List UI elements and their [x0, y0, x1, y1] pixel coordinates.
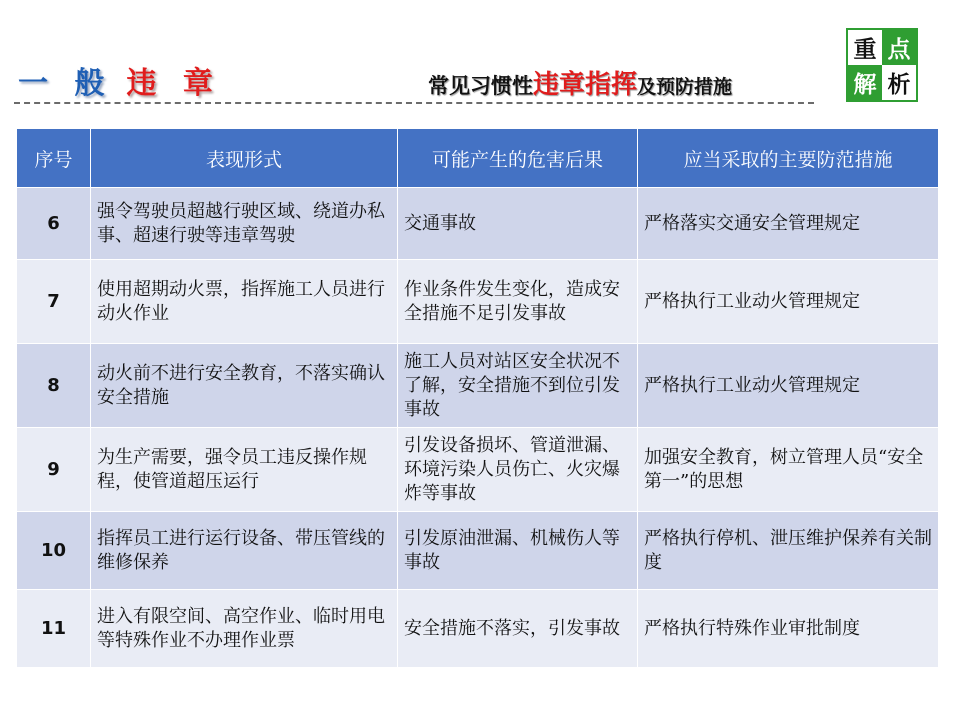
badge-char: 析: [882, 65, 916, 100]
title-part-general: 一 般: [18, 66, 113, 101]
row-measure: 严格执行停机、泄压维护保养有关制度: [638, 512, 939, 590]
row-number: 11: [17, 590, 91, 668]
title-part-violation: 违 章: [126, 66, 221, 101]
row-number: 6: [17, 188, 91, 260]
row-form: 进入有限空间、高空作业、临时用电等特殊作业不办理作业票: [91, 590, 398, 668]
row-number: 10: [17, 512, 91, 590]
row-harm: 交通事故: [398, 188, 638, 260]
badge-char: 解: [848, 65, 882, 100]
row-harm: 引发设备损坏、管道泄漏、环境污染人员伤亡、火灾爆炸等事故: [398, 428, 638, 512]
row-number: 7: [17, 260, 91, 344]
header-divider: [14, 102, 814, 104]
row-number: 8: [17, 344, 91, 428]
subtitle-highlight: 违章指挥: [533, 70, 638, 100]
column-header-number: 序号: [17, 129, 91, 188]
page-subtitle: [428, 64, 732, 101]
row-number: 9: [17, 428, 91, 512]
page-title: [18, 58, 221, 102]
table-header-row: [17, 129, 939, 188]
row-form: 动火前不进行安全教育，不落实确认安全措施: [91, 344, 398, 428]
row-form: 使用超期动火票，指挥施工人员进行动火作业: [91, 260, 398, 344]
row-form: 强令驾驶员超越行驶区域、绕道办私事、超速行驶等违章驾驶: [91, 188, 398, 260]
column-header-measure: 应当采取的主要防范措施: [638, 129, 939, 188]
row-harm: 引发原油泄漏、机械伤人等事故: [398, 512, 638, 590]
subtitle-prefix: 常见习惯性: [428, 74, 533, 98]
key-analysis-badge: [846, 28, 918, 102]
row-form: 指挥员工进行运行设备、带压管线的维修保养: [91, 512, 398, 590]
table-row: [17, 428, 939, 512]
subtitle-suffix: 及预防措施: [637, 76, 733, 98]
row-harm: 施工人员对站区安全状况不了解，安全措施不到位引发事故: [398, 344, 638, 428]
badge-char: 点: [882, 30, 916, 65]
row-harm: 安全措施不落实，引发事故: [398, 590, 638, 668]
badge-char: 重: [848, 30, 882, 65]
table-row: [17, 344, 939, 428]
row-measure: 严格落实交通安全管理规定: [638, 188, 939, 260]
row-measure: 严格执行工业动火管理规定: [638, 260, 939, 344]
row-measure: 严格执行特殊作业审批制度: [638, 590, 939, 668]
table-row: [17, 260, 939, 344]
table-row: [17, 188, 939, 260]
row-form: 为生产需要，强令员工违反操作规程，使管道超压运行: [91, 428, 398, 512]
table-row: [17, 512, 939, 590]
violation-table: [16, 128, 939, 668]
row-harm: 作业条件发生变化，造成安全措施不足引发事故: [398, 260, 638, 344]
column-header-harm: 可能产生的危害后果: [398, 129, 638, 188]
row-measure: 严格执行工业动火管理规定: [638, 344, 939, 428]
row-measure: 加强安全教育，树立管理人员“安全第一”的思想: [638, 428, 939, 512]
table-row: [17, 590, 939, 668]
column-header-form: 表现形式: [91, 129, 398, 188]
